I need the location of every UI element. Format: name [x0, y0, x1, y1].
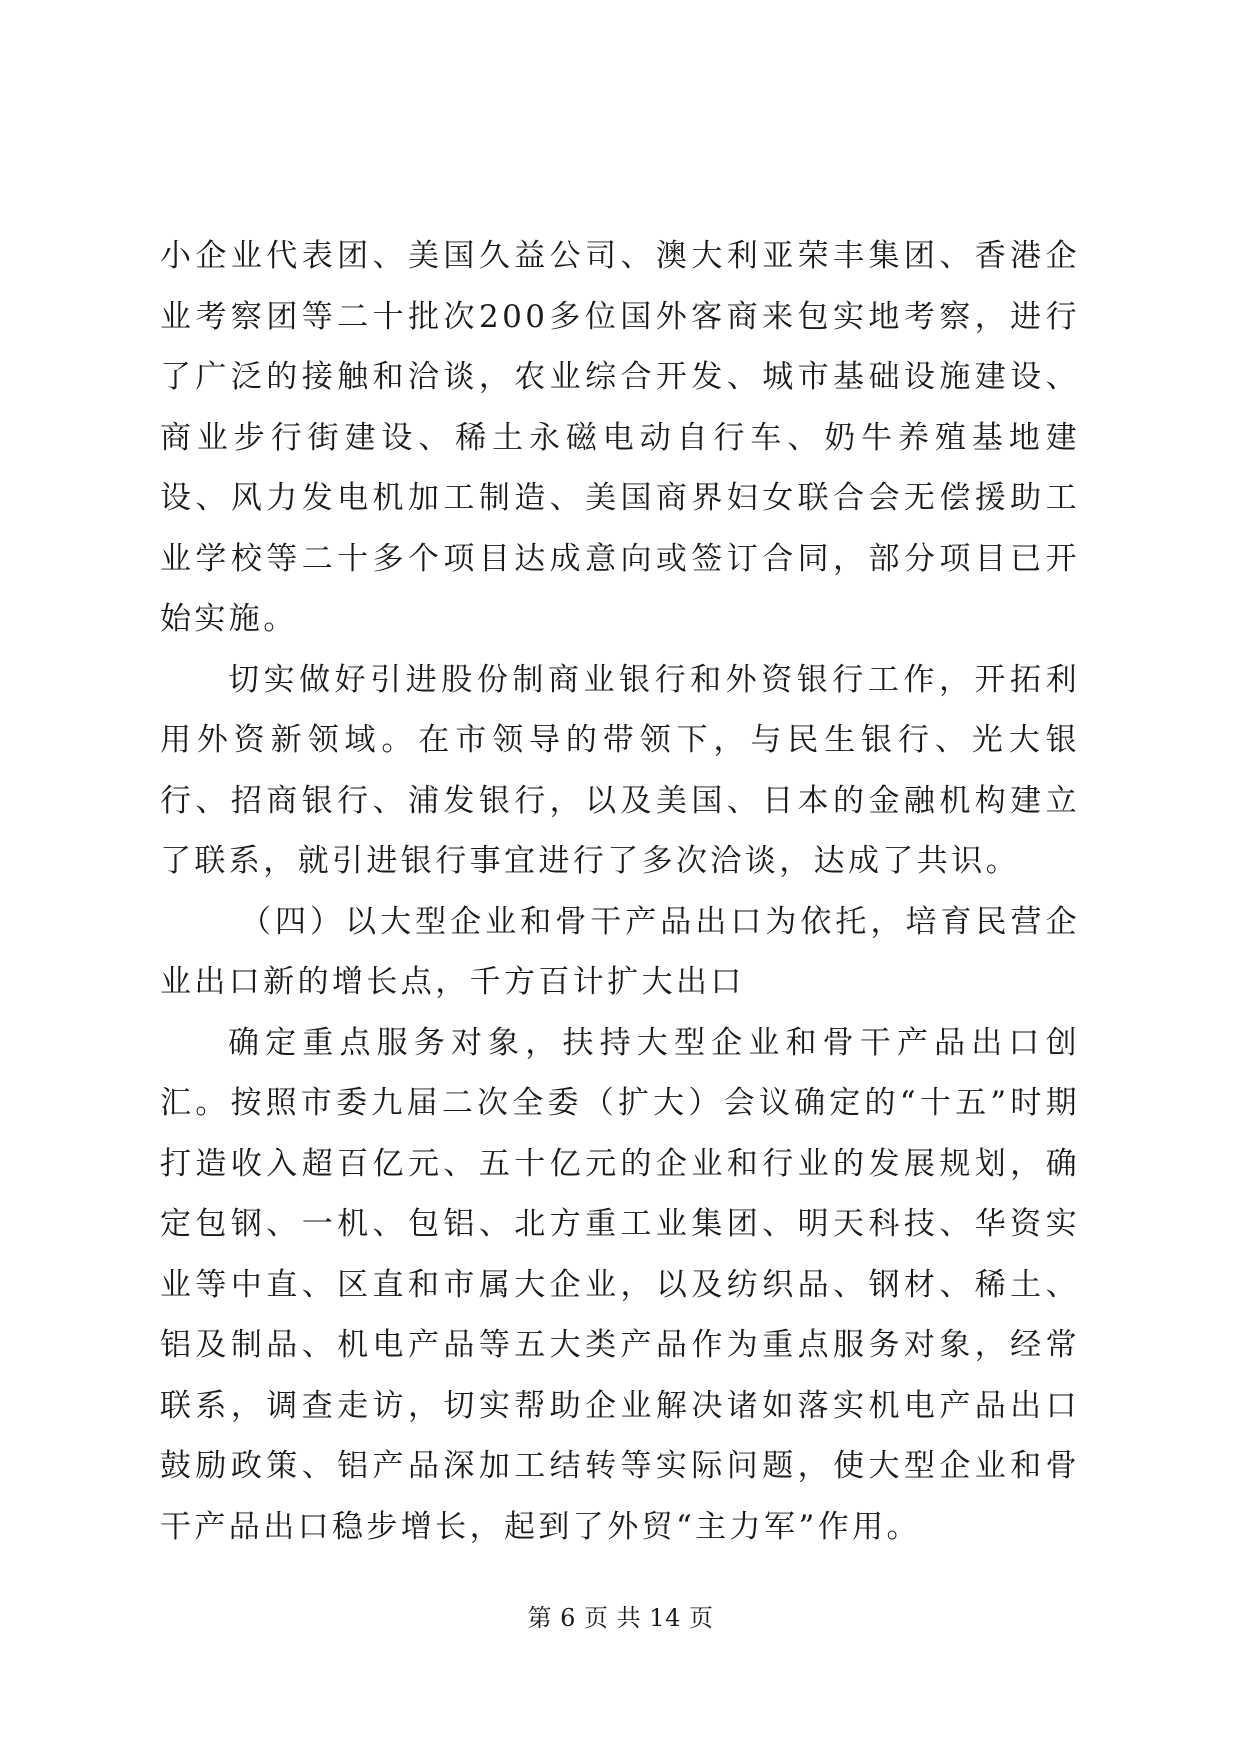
paragraph-key-enterprises: 确定重点服务对象，扶持大型企业和骨干产品出口创汇。按照市委九届二次全委（扩大）会议确定的“十五”时期打造收入超百亿元、五十亿元的企业和行业的发展规划，确定包钢、一机、包铝、北方重工业集团、明天科技、华资实业等中直、区直和市属大企业，以及纺织品、钢材、稀土、铝及制品、机电产品等五大类产品作为重点服务对象，经常联系，调查走访，切实帮助企业解决诸如落实机电产品出口鼓励政策、铝产品深加工结转等实际问题，使大型企业和骨干产品出口稳步增长，起到了外贸“主力军”作用。: [160, 1024, 1080, 1545]
page-number-footer: 第 6 页 共 14 页: [527, 1604, 714, 1632]
paragraph-continuation: 小企业代表团、美国久益公司、澳大利亚荣丰集团、香港企业考察团等二十批次200多位国外客商来包实地考察，进行了广泛的接触和洽谈，农业综合开发、城市基础设施建设、商业步行街建设、稀土永磁电动自行车、奶牛养殖基地建设、风力发电机加工制造、美国商界妇女联合会无偿援助工业学校等二十多个项目达成意向或签订合同，部分项目已开始实施。: [160, 238, 1080, 637]
document-body: [160, 226, 1080, 1557]
section-heading-four: （四）以大型企业和骨干产品出口为依托，培育民营企业出口新的增长点，千方百计扩大出口: [160, 903, 1080, 1000]
paragraph-bank-introduction: 切实做好引进股份制商业银行和外资银行工作，开拓利用外资新领域。在市领导的带领下，与民生银行、光大银行、招商银行、浦发银行，以及美国、日本的金融机构建立了联系，就引进银行事宜进行了多次洽谈，达成了共识。: [160, 661, 1080, 879]
